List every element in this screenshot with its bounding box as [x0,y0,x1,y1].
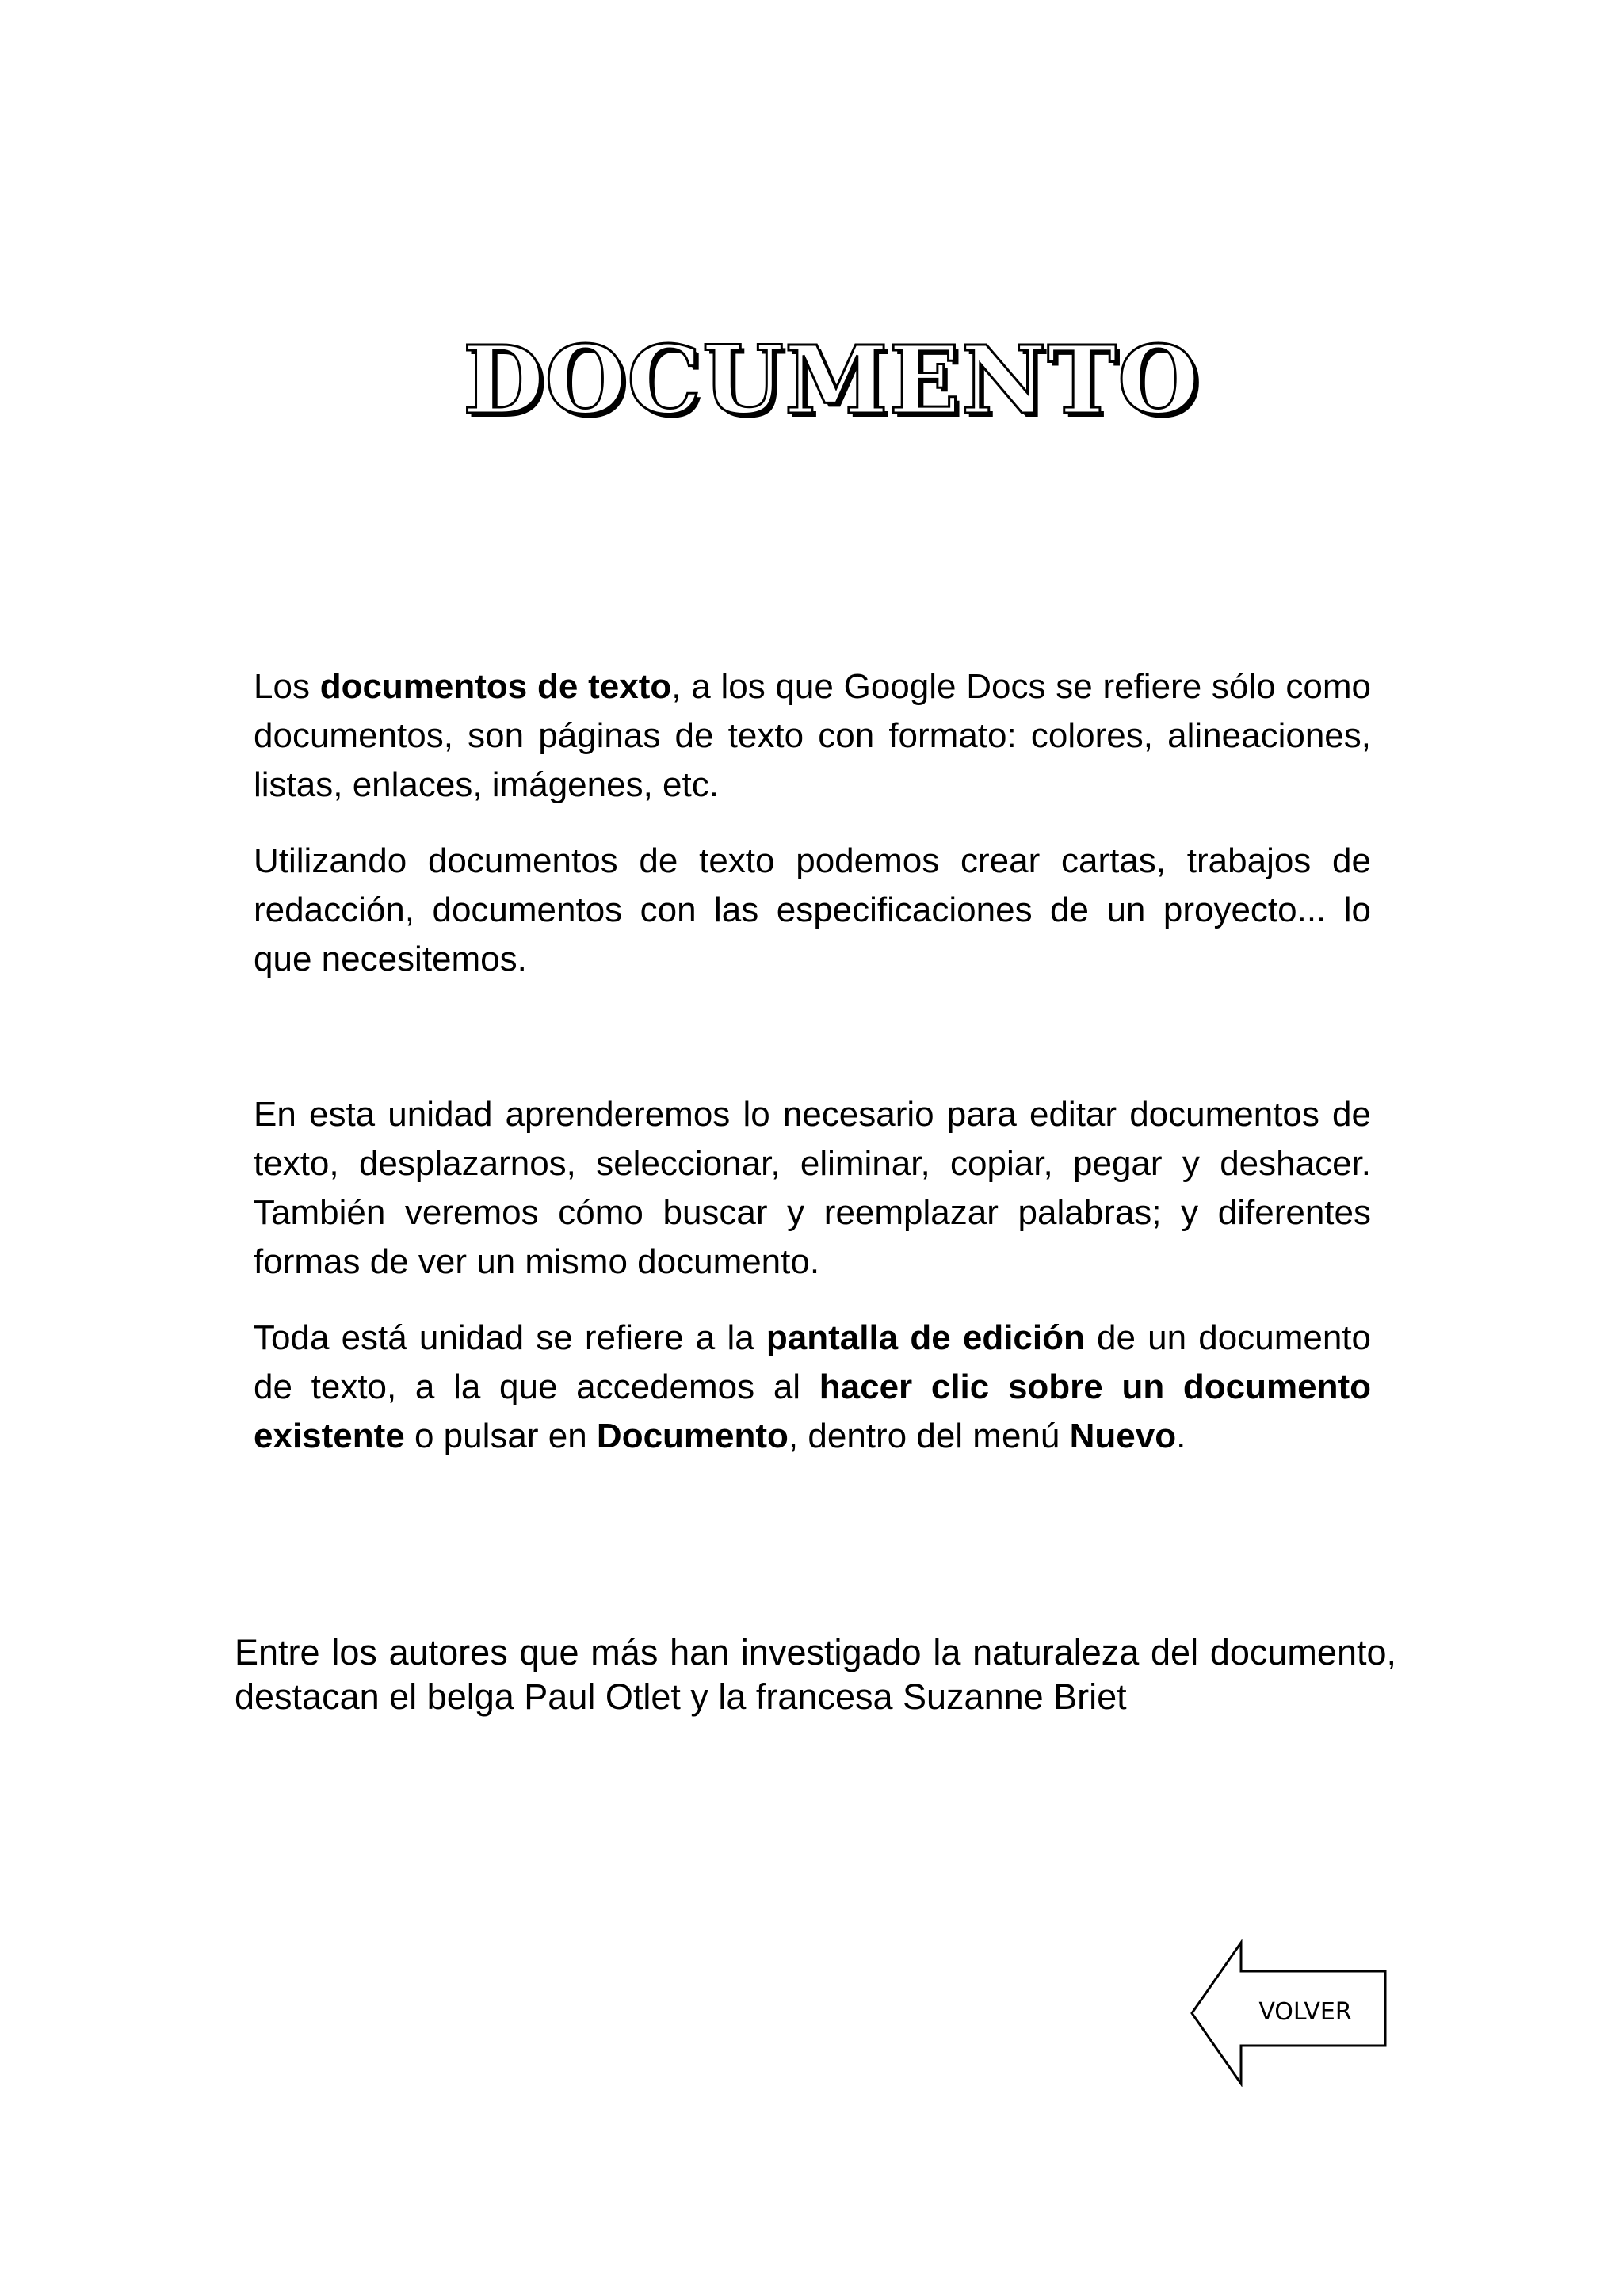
paragraph [254,662,1371,810]
bold-term: hacer clic sobre un documento existente [254,1367,1371,1455]
paragraph-text: Los [254,667,320,706]
bold-term: Documento [596,1417,789,1455]
bold-term: pantalla de edición [766,1318,1085,1357]
page-title: DOCUMENTO [463,325,1200,435]
bold-term: documentos de texto [319,667,672,706]
unit-section [254,1090,1371,1461]
closing-paragraph: Entre los autores que más han investigado la naturaleza del documento, destacan el belga Paul Otlet y la francesa Suzanne Briet [235,1632,1396,1717]
paragraph-text: , a los que Google Docs se refiere sólo como documentos, son páginas de texto con formato: colores, alineaciones, listas, enlaces, imágenes, etc. [254,667,1371,804]
paragraph-text: Toda está unidad se refiere a la [254,1318,766,1357]
paragraph-text: , dentro del menú [788,1417,1070,1455]
paragraph-text: o pulsar en [404,1417,597,1455]
paragraph-text: . [1176,1417,1186,1455]
paragraph: En esta unidad aprenderemos lo necesario para editar documentos de texto, desplazarnos, seleccionar, eliminar, copiar, pegar y deshacer. También veremos cómo buscar y reemplazar palabras; y diferentes formas de ver un mismo documento. [254,1095,1371,1281]
paragraph [254,1314,1371,1461]
intro-section [254,662,1371,984]
paragraph-text: de un documento de texto, a la que accedemos al [254,1318,1371,1406]
back-button[interactable] [1189,1939,1395,2087]
back-button-label: VOLVER [1258,1998,1352,2026]
paragraph: Utilizando documentos de texto podemos crear cartas, trabajos de redacción, documentos con las especificaciones de un proyecto... lo que necesitemos. [254,841,1371,978]
bold-term: Nuevo [1069,1417,1177,1455]
